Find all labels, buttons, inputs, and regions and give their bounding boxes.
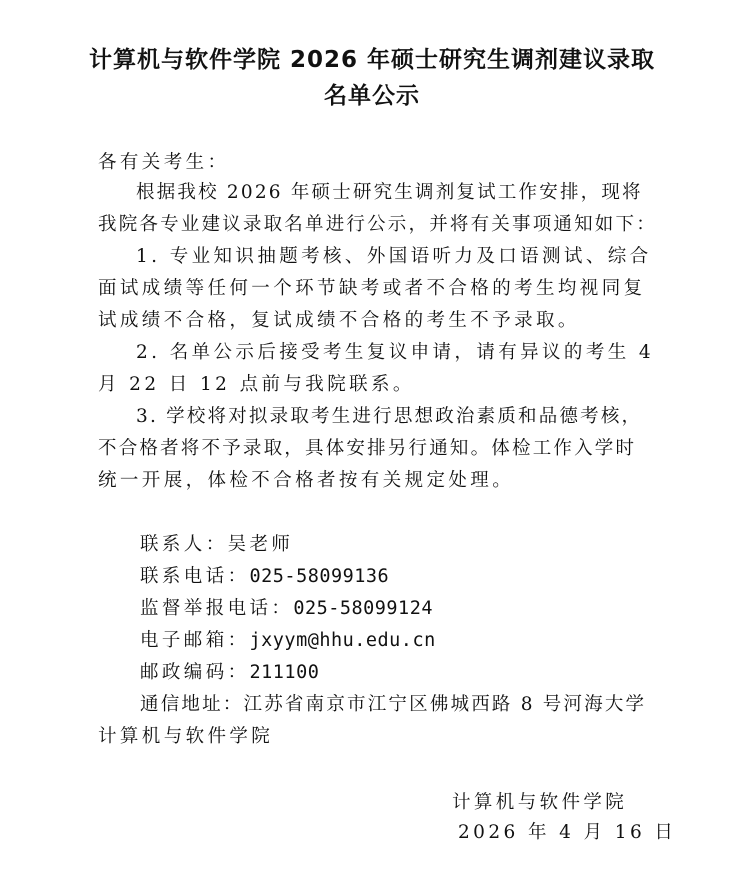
contact-phone-label: 联系电话： <box>140 566 250 587</box>
item-2-line: 月 22 日 12 点前与我院联系。 <box>98 374 415 395</box>
address <box>140 692 744 718</box>
postcode-value: 211100 <box>249 662 320 683</box>
signature-date: 2026 年 4 月 16 日 <box>458 822 677 843</box>
contact-person-label: 联系人： <box>140 534 228 555</box>
item-1-line: 面试成绩等任何一个环节缺考或者不合格的考生均视同复 <box>98 278 646 299</box>
postcode-label: 邮政编码： <box>140 662 250 683</box>
address-line: 计算机与软件学院 <box>98 726 274 747</box>
contact-email <box>140 628 744 654</box>
notice-title-continued: 名单公示 <box>324 83 420 109</box>
contact-email-label: 电子邮箱： <box>140 630 250 651</box>
supervise-phone-value: 025-58099124 <box>293 598 433 619</box>
item-3: 3. 学校将对拟录取考生进行思想政治素质和品德考核， <box>136 406 643 427</box>
item-1-line: 试成绩不合格，复试成绩不合格的考生不予录取。 <box>98 310 580 331</box>
signature-org: 计算机与软件学院 <box>452 792 628 813</box>
contact-email-value: jxyym@hhu.edu.cn <box>249 630 436 651</box>
supervise-phone-label: 监督举报电话： <box>140 598 294 619</box>
contact-phone <box>140 564 744 590</box>
intro-paragraph-line: 我院各专业建议录取名单进行公示，并将有关事项通知如下： <box>98 214 657 235</box>
notice-title: 计算机与软件学院 2026 年硕士研究生调剂建议录取 <box>88 47 656 73</box>
address-value: 江苏省南京市江宁区佛城西路 8 号河海大学 <box>243 694 647 715</box>
salutation: 各有关考生： <box>98 152 230 173</box>
address-label: 通信地址： <box>140 694 244 715</box>
item-3-line: 统一开展，体检不合格者按有关规定处理。 <box>98 470 515 491</box>
contact-person <box>140 532 744 558</box>
item-2: 2. 名单公示后接受考生复议申请，请有异议的考生 4 <box>136 342 655 363</box>
supervise-phone <box>140 596 744 622</box>
contact-person-value: 吴老师 <box>227 534 294 555</box>
item-1: 1. 专业知识抽题考核、外国语听力及口语测试、综合 <box>136 246 652 267</box>
item-3-line: 不合格者将不予录取，具体安排另行通知。体检工作入学时 <box>98 438 637 459</box>
postcode <box>140 660 744 686</box>
contact-phone-value: 025-58099136 <box>249 566 390 587</box>
intro-paragraph: 根据我校 2026 年硕士研究生调剂复试工作安排，现将 <box>136 182 643 203</box>
